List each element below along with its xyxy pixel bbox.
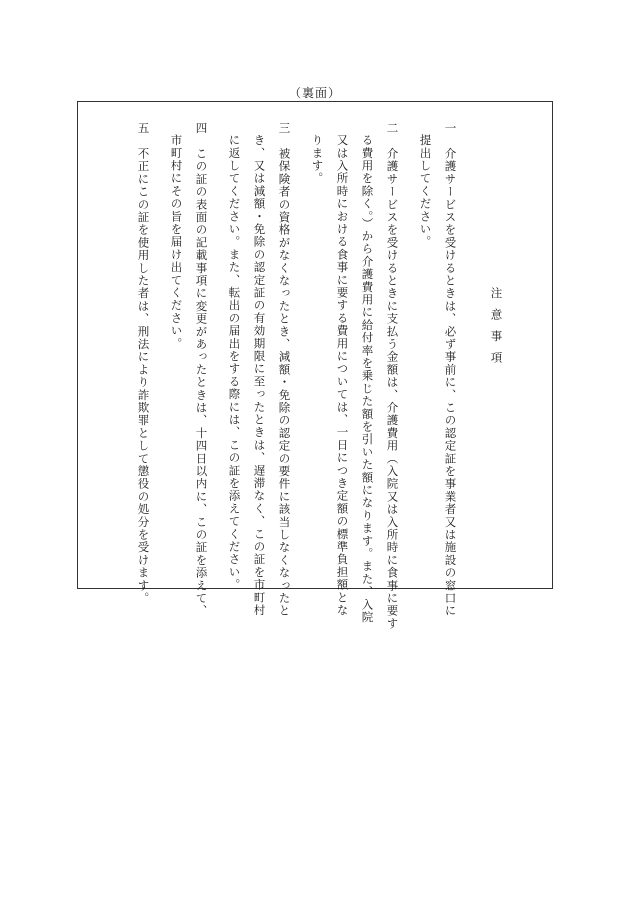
notice-item-4-line-1: 四 この証の表面の記載事項に変更があったときは、十四日以内に、この証を添えて、 [194,122,209,618]
notice-item-3-line-2: き、又は減額・免除の認定証の有効期限に至ったときは、遅滞なく、この証を市町村 [252,134,267,617]
notice-heading: 注意事項 [489,287,504,373]
notice-item-2-line-1: 二 介護サービスを受けるときに支払う金額は、介護費用（入院又は入所時に食事に要す [385,122,400,630]
notice-item-2-line-3: 又は入所時における食事に要する費用については、一日につき定額の標準負担額とな [335,134,350,617]
notice-item-3-line-1: 三 被保険者の資格がなくなったとき、減額・免除の認定の要件に該当しなくなったと [277,122,292,618]
notice-item-2-line-4: ります。 [310,134,325,185]
notice-item-1-line-2: 提出してください。 [418,134,433,249]
page-side-label: （裏面） [288,86,341,100]
notice-frame [77,101,553,630]
notice-item-5-line-1: 五 不正にこの証を使用した者は、刑法により詐欺罪として懲役の処分を受けます。 [136,122,151,605]
notice-item-4-line-2: 市町村にその旨を届け出てください。 [169,134,184,350]
notice-item-1-line-1: 一 介護サービスを受けるときは、必ず事前に、この認定証を事業者又は施設の窓口に [443,122,458,618]
notice-item-3-line-3: に返してください。また、転出の届出をする際には、この証を添えてください。 [227,134,242,592]
notice-item-2-line-2: る費用を除く。）から介護費用に給付率を乗じた額を引いた額になります。また、入院 [360,134,375,624]
